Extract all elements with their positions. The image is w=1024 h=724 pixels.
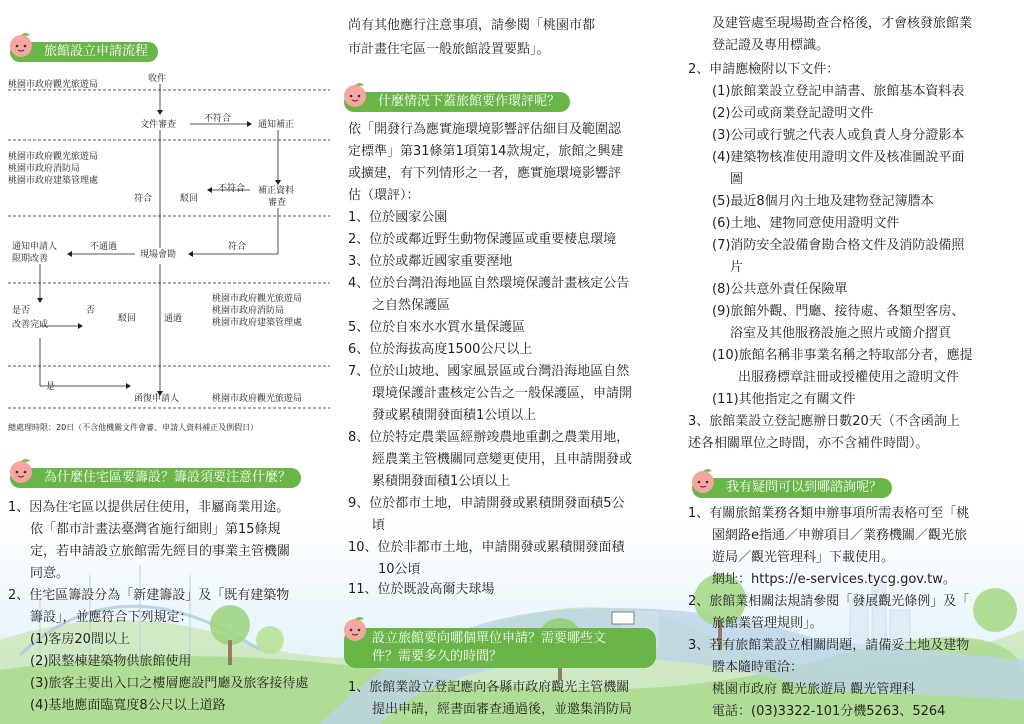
- text-line: 及建管處至現場勘查合格後，才會核發旅館業: [712, 16, 973, 31]
- section-title: 我有疑問可以到哪諮詢呢？: [726, 480, 883, 495]
- text-line: 6、位於海拔高度1500公尺以上: [348, 342, 533, 357]
- peach-mascot-icon: [688, 466, 718, 496]
- flow-not-pass: 不通過: [90, 242, 118, 252]
- text-line: (9)旅館外觀、門廳、接待處、各類型客房、: [712, 304, 965, 319]
- flow-receive: 收件: [148, 74, 167, 84]
- text-line: 環境保護計畫核定公告之一般保護區，申請開: [372, 386, 633, 401]
- peach-mascot-icon: [344, 614, 370, 644]
- text-line: 定，若申請設立旅館需先經目的事業主管機關: [30, 544, 291, 559]
- contact-phone: 電話：(03)3322-101分機5263、5264: [712, 704, 946, 719]
- text-line: 3、若有旅館業設立相關問題，請備妥土地及建物: [688, 638, 970, 653]
- text-line: 1、有關旅館業務各類申辦事項所需表格可至「桃: [688, 506, 970, 521]
- flow-agency-low-2: 桃園市政府消防局: [212, 306, 285, 316]
- flow-done-q1: 是否: [12, 306, 31, 316]
- text-line: 市計畫住宅區一般旅館設置要點」。: [348, 42, 550, 57]
- flow-agency-top: 桃園市政府觀光旅遊局: [8, 80, 99, 90]
- section-header-application-flow: [10, 42, 158, 62]
- peach-mascot-icon: [6, 456, 36, 486]
- text-line: (1)客房20間以上: [30, 632, 130, 647]
- flow-total-time: 總處理時限：20日（不含他機關文件會審、申請人資料補正及例假日）: [8, 423, 259, 432]
- text-line: 10、位於非都市土地，申請開發或累積開發面積: [348, 540, 625, 555]
- column-right: [684, 0, 1024, 724]
- flow-supp-review-2: 審查: [268, 198, 287, 208]
- flow-not-match-1: 不符合: [204, 114, 232, 124]
- text-line: 尚有其他應行注意事項，請參閱「桃園市都: [348, 18, 596, 33]
- text-line: 頃: [372, 518, 386, 533]
- flow-supp-review-1: 補正資料: [258, 186, 295, 196]
- text-line: 8、位於特定農業區經辦竣農地重劃之農業用地，: [348, 430, 630, 445]
- text-line: 估（環評）：: [348, 188, 420, 203]
- flow-site-inspection: 現場會勘: [140, 250, 177, 260]
- text-line: 2、旅館業相關法規請參閱「發展觀光條例」及「: [688, 594, 970, 609]
- flow-notify-applicant-1: 通知申請人: [12, 242, 58, 252]
- text-line: 出服務標章註冊或授權使用之證明文件: [738, 370, 960, 385]
- section-title: 旅館設立申請流程: [44, 44, 149, 59]
- column-middle: [344, 0, 680, 724]
- text-line: 籌設」，並應符合下列規定：: [30, 610, 193, 625]
- text-line: 2、住宅區籌設分為「新建籌設」及「既有建築物: [8, 588, 290, 603]
- flow-agency-low-1: 桃園市政府觀光旅遊局: [212, 294, 303, 304]
- section-title-line-1: 設立旅館要向哪個單位申請？需要哪些文: [372, 631, 607, 646]
- section-header-application-unit: [344, 628, 656, 668]
- website-url[interactable]: 網址：https://e-services.tycg.gov.tw。: [712, 572, 956, 587]
- text-line: 提出申請，經書面審查通過後，並邀集消防局: [372, 702, 633, 717]
- text-line: 定標準」第31條第1項第14款規定，旅館之興建: [348, 144, 624, 159]
- text-line: 之自然保護區: [372, 298, 451, 313]
- text-line: 5、位於自來水水質水量保護區: [348, 320, 526, 335]
- flow-no: 否: [86, 306, 96, 316]
- text-line: (2)限整棟建築物供旅館使用: [30, 654, 192, 669]
- text-line: (4)建築物核准使用證明文件及核准圖說平面: [712, 150, 965, 165]
- peach-mascot-icon: [344, 80, 370, 110]
- flow-notify-applicant-2: 限期改善: [12, 254, 49, 264]
- text-line: 2、位於或鄰近野生動物保護區或重要棲息環境: [348, 232, 617, 247]
- column-left: [0, 0, 340, 724]
- text-line: 依「都市計畫法臺灣省施行細則」第15條規: [30, 522, 281, 537]
- text-line: 累積開發面積1公頃以上: [372, 474, 511, 489]
- section-header-residential: [10, 468, 301, 488]
- text-line: 浴室及其他服務設施之照片或簡介摺頁: [730, 326, 952, 341]
- text-line: 桃園市政府 觀光旅遊局 觀光管理科: [712, 682, 916, 697]
- flow-match-2: 符合: [228, 242, 247, 252]
- text-line: (10)旅館名稱非事業名稱之特取部分者，應提: [712, 348, 973, 363]
- text-line: 圖: [730, 172, 744, 187]
- text-line: 發或累積開發面積1公頃以上: [372, 408, 537, 423]
- text-line: 11、位於既設高爾夫球場: [348, 582, 495, 597]
- text-line: (6)土地、建物同意使用證明文件: [712, 216, 900, 231]
- text-line: 1、位於國家公園: [348, 210, 448, 225]
- text-line: 述各相關單位之時間，亦不含補件時間）。: [688, 436, 929, 451]
- text-line: 4、位於台灣沿海地區自然環境保護計畫核定公告: [348, 276, 630, 291]
- flow-not-match-2: 不符合: [218, 184, 246, 194]
- text-line: (3)旅客主要出入口之樓層應設門廳及旅客接待處: [30, 676, 309, 691]
- text-line: 9、位於都市土地，申請開發或累積開發面積5公: [348, 496, 625, 511]
- section-title-line-2: 件？需要多久的時間？: [372, 649, 503, 664]
- text-line: (2)公司或商業登記證明文件: [712, 106, 874, 121]
- text-line: (5)最近8個月內土地及建物登記簿謄本: [712, 194, 934, 209]
- flow-agency-mid-1: 桃園市政府觀光旅遊局: [8, 152, 99, 162]
- text-line: 或擴建，有下列情形之一者，應實施環境影響評: [348, 166, 622, 181]
- peach-mascot-icon: [6, 30, 36, 60]
- flow-reject-1: 駁回: [180, 194, 199, 204]
- text-line: 經農業主管機關同意變更使用，且申請開發或: [372, 452, 633, 467]
- flow-yes: 是: [46, 382, 56, 392]
- text-line: 謄本隨時電洽：: [712, 660, 804, 675]
- section-title: 為什麼住宅區要籌設？籌設須要注意什麼？: [44, 470, 292, 485]
- flow-reject-2: 駁回: [118, 314, 137, 324]
- text-line: 1、旅館業設立登記應向各縣市政府觀光主管機關: [348, 680, 630, 695]
- flow-agency-bottom: 桃園市政府觀光旅遊局: [212, 394, 303, 404]
- text-line: 7、位於山坡地、國家風景區或台灣沿海地區自然: [348, 364, 630, 379]
- flow-notify-fix: 通知補正: [258, 120, 295, 130]
- flow-doc-review: 文件審查: [140, 120, 177, 130]
- text-line: (3)公司或行號之代表人或負責人身分證影本: [712, 128, 965, 143]
- text-line: 旅館業管理規則」。: [712, 616, 823, 631]
- text-line: 2、申請應檢附以下文件：: [688, 62, 840, 77]
- section-header-eia: [344, 92, 570, 112]
- text-line: 同意。: [30, 566, 70, 581]
- text-line: 10公頃: [378, 562, 421, 577]
- section-header-inquiry: [692, 478, 892, 498]
- text-line: 3、旅館業設立登記應辦日數20天（不含函詢上: [688, 414, 960, 429]
- flow-match-1: 符合: [134, 194, 153, 204]
- text-line: (1)旅館業設立登記申請書、旅館基本資料表: [712, 84, 965, 99]
- text-line: (11)其他指定之有關文件: [712, 392, 856, 407]
- text-line: (7)消防安全設備會勘合格文件及消防設備照: [712, 238, 965, 253]
- flow-reply: 函復申請人: [134, 394, 180, 404]
- text-line: 依「開發行為應實施環境影響評估細目及範圍認: [348, 122, 622, 137]
- flow-pass: 通過: [164, 314, 183, 324]
- flow-agency-mid-3: 桃園市政府建築管理處: [8, 176, 99, 186]
- text-line: 1、因為住宅區以提供居住使用，非屬商業用途。: [8, 500, 290, 515]
- text-line: 片: [730, 260, 744, 275]
- text-line: 遊局／觀光管理科」下載使用。: [712, 550, 895, 565]
- text-line: 3、位於或鄰近國家重要溼地: [348, 254, 513, 269]
- text-line: 園網路e指通／申辦項目／業務機關／觀光旅: [712, 528, 967, 543]
- flow-agency-low-3: 桃園市政府建築管理處: [212, 318, 303, 328]
- text-line: (8)公共意外責任保險單: [712, 282, 848, 297]
- text-line: (4)基地應面臨寬度8公尺以上道路: [30, 698, 226, 713]
- flow-agency-mid-2: 桃園市政府消防局: [8, 164, 81, 174]
- flow-done-q2: 改善完成: [12, 320, 49, 330]
- section-title: 什麼情況下蓋旅館要作環評呢？: [378, 94, 561, 109]
- text-line: 登記證及專用標識。: [712, 38, 830, 53]
